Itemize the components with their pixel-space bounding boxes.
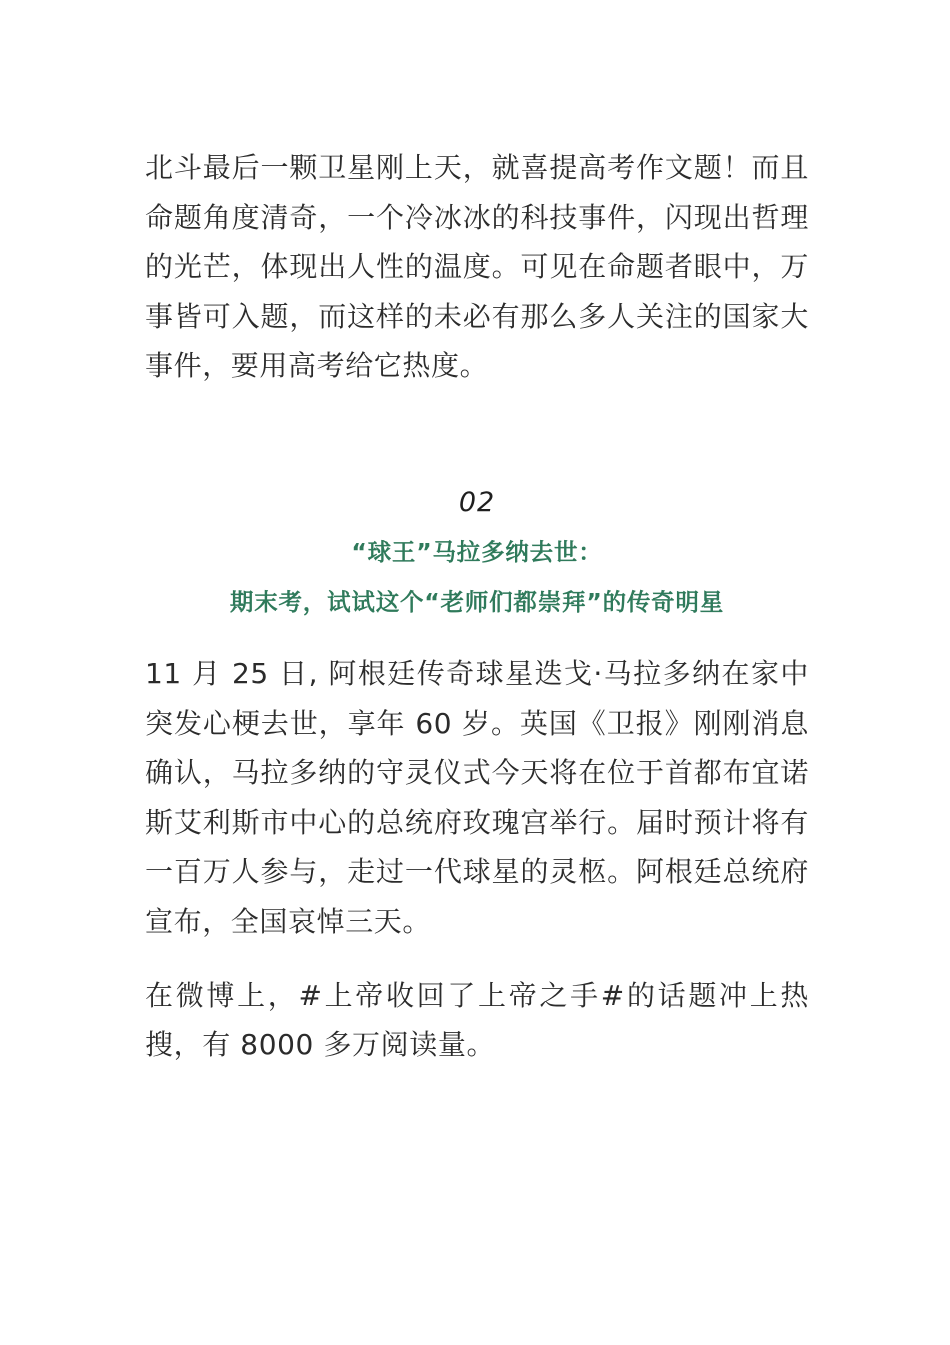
maradona-news-paragraph: 11 月 25 日, 阿根廷传奇球星迭戈·马拉多纳在家中突发心梗去世，享年 60 岁。英国《卫报》刚刚消息确认，马拉多纳的守灵仪式今天将在位于首都布宜诺斯艾利斯市中心的总统府玫瑰宫举行。届时预计将有一百万人参与，走过一代球星的灵柩。阿根廷总统府宣布，全国哀悼三天。 xyxy=(145,656,809,938)
intro-paragraph: 北斗最后一颗卫星刚上天，就喜提高考作文题！而且命题角度清奇，一个冷冰冰的科技事件，闪现出哲理的光芒，体现出人性的温度。可见在命题者眼中，万事皆可入题，而这样的未必有那么多人关注的国家大事件，要用高考给它热度。 xyxy=(145,151,809,383)
section-header xyxy=(145,485,809,619)
article-body xyxy=(145,143,809,1070)
section-title-line-2: 期末考，试试这个“老师们都崇拜”的传奇明星 xyxy=(229,587,725,616)
weibo-paragraph: 在微博上，#上帝收回了上帝之手#的话题冲上热搜，有 8000 多万阅读量。 xyxy=(145,978,809,1062)
section-number: 02 xyxy=(458,486,496,518)
section-title-line-1: “球王”马拉多纳去世： xyxy=(351,537,603,566)
